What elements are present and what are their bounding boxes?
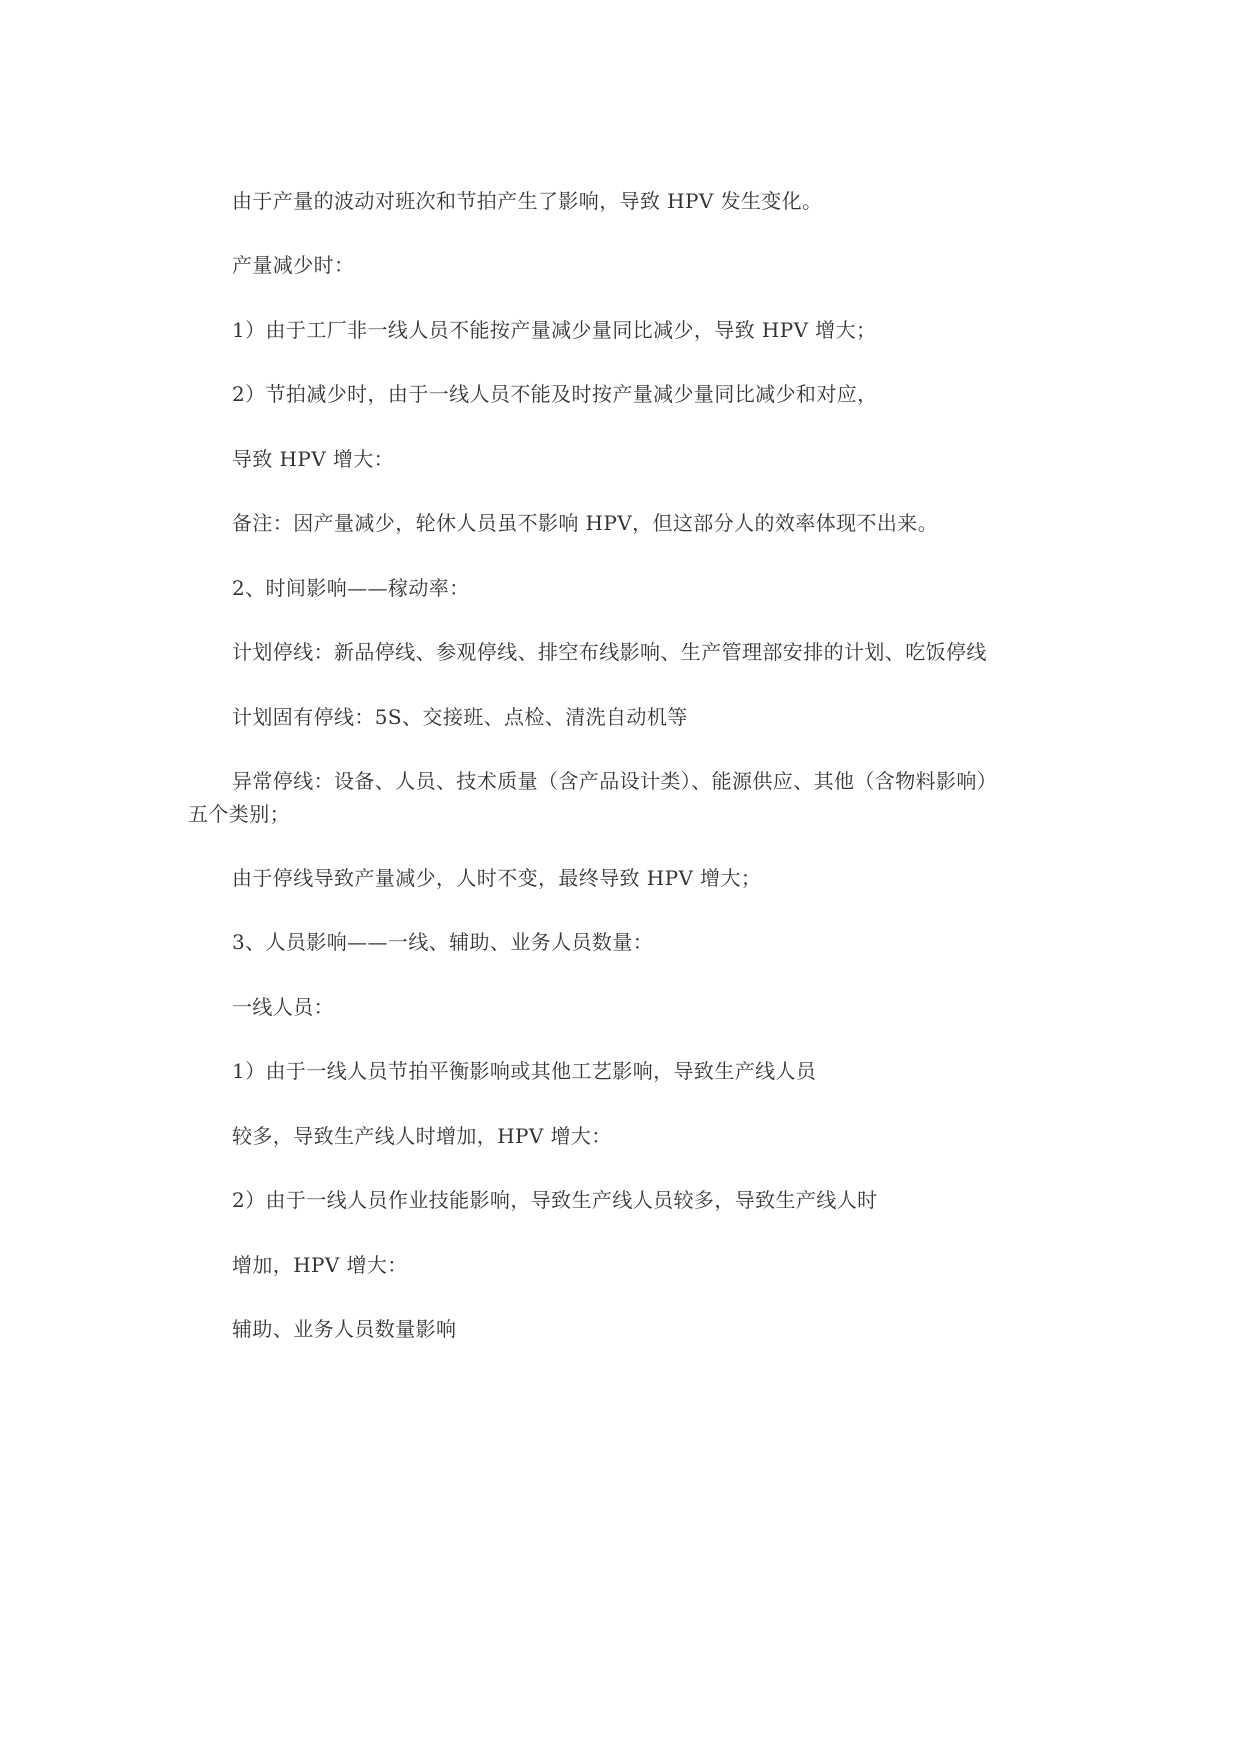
paragraph-16: 2）由于一线人员作业技能影响，导致生产线人员较多，导致生产线人时 xyxy=(232,1188,878,1212)
section-heading-people: 3、人员影响——一线、辅助、业务人员数量： xyxy=(232,930,654,954)
paragraph-2: 产量减少时： xyxy=(232,253,355,277)
paragraph-10-continuation: 五个类别； xyxy=(188,802,290,826)
paragraph-11: 由于停线导致产量减少，人时不变，最终导致 HPV 增大； xyxy=(232,866,762,890)
paragraph-14: 1）由于一线人员节拍平衡影响或其他工艺影响，导致生产线人员 xyxy=(232,1059,817,1083)
paragraph-9: 计划固有停线：5S、交接班、点检、清洗自动机等 xyxy=(232,705,688,729)
paragraph-13: 一线人员： xyxy=(232,995,334,1019)
paragraph-18: 辅助、业务人员数量影响 xyxy=(232,1317,457,1341)
paragraph-5: 导致 HPV 增大： xyxy=(232,447,395,471)
paragraph-6: 备注：因产量减少，轮休人员虽不影响 HPV，但这部分人的效率体现不出来。 xyxy=(232,511,939,535)
paragraph-10: 异常停线：设备、人员、技术质量（含产品设计类）、能源供应、其他（含物料影响） xyxy=(232,769,998,793)
paragraph-8: 计划停线：新品停线、参观停线、排空布线影响、生产管理部安排的计划、吃饭停线 xyxy=(232,640,987,664)
paragraph-1: 由于产量的波动对班次和节拍产生了影响，导致 HPV 发生变化。 xyxy=(232,189,823,213)
paragraph-4: 2）节拍减少时，由于一线人员不能及时按产量减少量同比减少和对应， xyxy=(232,382,878,406)
paragraph-15: 较多，导致生产线人时增加，HPV 增大： xyxy=(232,1124,612,1148)
paragraph-3: 1）由于工厂非一线人员不能按产量减少量同比减少，导致 HPV 增大； xyxy=(232,318,877,342)
section-heading-time: 2、时间影响——稼动率： xyxy=(232,576,470,600)
paragraph-17: 增加，HPV 增大： xyxy=(232,1253,408,1277)
